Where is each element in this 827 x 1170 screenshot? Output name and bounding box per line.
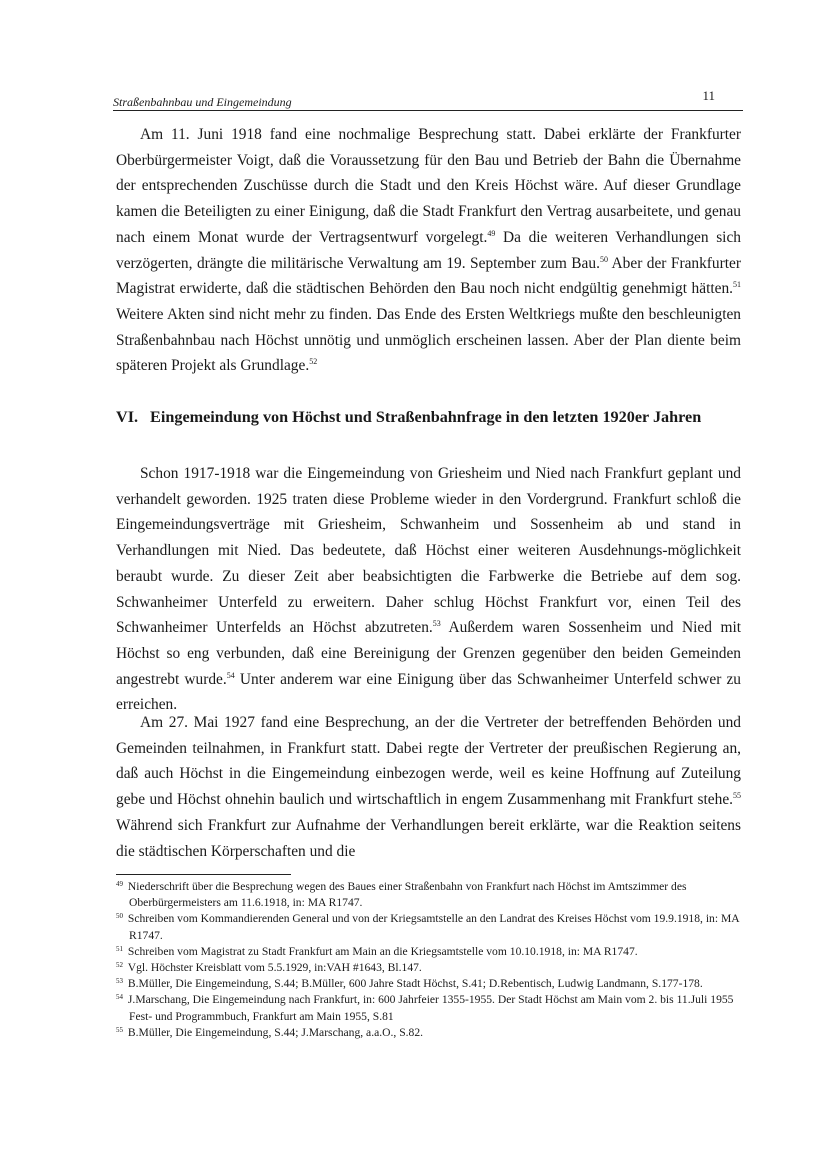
footnote (116, 992, 756, 1024)
footnote-divider (116, 874, 291, 875)
footnote-ref[interactable]: 53 (432, 619, 441, 629)
paragraph-text: Außerdem waren Sossenheim und Nied mit Höchst so eng verbunden, daß eine Bereinigung der Grenzen gegenüber den beiden Gemeinden angestrebt wurde. (116, 619, 741, 688)
footnote-ref[interactable]: 49 (487, 228, 496, 238)
footnote-ref[interactable]: 51 (733, 280, 741, 290)
footnote-number: 54 (116, 993, 123, 1002)
paragraph-2 (116, 461, 741, 718)
paragraph-text: Während sich Frankfurt zur Aufnahme der Verhandlungen bereit erklärte, war die Reaktion seitens die städtischen Körperschaften und die (116, 816, 741, 860)
footnote (116, 1025, 756, 1041)
footnotes (116, 879, 756, 1041)
running-header (113, 90, 743, 111)
footnote-number: 49 (116, 880, 123, 888)
footnote-number: 53 (116, 977, 123, 986)
footnote-ref[interactable]: 52 (309, 357, 318, 367)
page-number: 11 (702, 88, 715, 103)
footnote-text: Niederschrift über die Besprechung wegen des Baues einer Straßenbahn von Frankfurt nach Höchst im Amtszimmer des Oberbürgermeisters am 11.6.1918, in: MA R1747. (127, 880, 687, 910)
footnote (116, 879, 756, 911)
paragraph-text: Weitere Akten sind nicht mehr zu finden. Das Ende des Ersten Weltkriegs mußte den beschleunigten Straßenbahnbau nach Höchst unnötig und unmöglich erscheinen lassen. Aber der Plan diente beim späteren Projekt als Grundlage. (116, 305, 741, 375)
footnote-number: 51 (116, 944, 123, 953)
paragraph-text: Am 27. Mai 1927 fand eine Besprechung, an der die Vertreter der betreffenden Behörden und Gemeinden teilnahmen, in Frankfurt statt. Dabei regte der Vertreter der preußischen Regierung an, daß auch Höchst in die Eingemeindung einbezogen werde, weil es keine Hoffnung auf Zuteilung gebe und Höchst ohnehin baulich und wirtschaftlich in engem Zusammenhang mit Frankfurt stehe. (116, 714, 741, 809)
footnote-number: 55 (116, 1025, 123, 1034)
footnote-ref[interactable]: 55 (733, 791, 741, 801)
paragraph-text: Da die weiteren Verhandlungen sich verzögerten, drängte die militärische Verwaltung am 19. September zum Bau. (116, 228, 741, 272)
footnote-ref[interactable]: 50 (599, 254, 608, 264)
running-title: Straßenbahnbau und Eingemeindung (113, 95, 292, 109)
footnote-text: Vgl. Höchster Kreisblatt vom 5.5.1929, in:VAH #1643, Bl.147. (127, 961, 422, 975)
footnote-text: Schreiben vom Kommandierenden General und von der Kriegsamtstelle an den Landrat des Kreises Höchst vom 19.9.1918, in: MA R1747. (127, 912, 740, 942)
section-number: VI. (116, 408, 139, 426)
paragraph-text: Aber der Frankfurter Magistrat erwiderte, daß die städtischen Behörden den Bau noch nicht endgültig genehmigt hätten. (116, 254, 741, 298)
footnote (116, 960, 756, 976)
paragraph-1 (116, 122, 741, 379)
footnote (116, 944, 756, 960)
section-heading (116, 408, 756, 427)
paragraph-text: Unter anderem war eine Einigung über das Schwanheimer Unterfeld schwer zu erreichen. (116, 670, 741, 714)
footnote (116, 976, 756, 992)
paragraph-text: Am 11. Juni 1918 fand eine nochmalige Besprechung statt. Dabei erklärte der Frankfurter Oberbürgermeister Voigt, daß die Voraussetzung für den Bau und Betrieb der Bahn die Übernahme der entsprechenden Zuschüsse durch die Stadt und den Kreis Höchst wäre. Auf dieser Grundlage kamen die Beteiligten zu einer Einigung, daß die Stadt Frankfurt den Vertrag ausarbeitete, und genau nach einem Monat wurde der Vertragsentwurf vorgelegt. (116, 126, 741, 246)
paragraph-text: Schon 1917-1918 war die Eingemeindung von Griesheim und Nied nach Frankfurt geplant und verhandelt geworden. 1925 traten diese Probleme wieder in den Vordergrund. Frankfurt schloß die Eingemeindungsverträge mit Griesheim, Schwanheim und Sossenheim ab und stand in Verhandlungen mit Nied. Das bedeutete, daß Höchst einer weiteren Ausdehnungs-möglichkeit beraubt wurde. Zu dieser Zeit aber beabsichtigten die Farbwerke die Betriebe auf dem sog. Schwanheimer Unterfeld zu erweitern. Daher schlug Höchst Frankfurt vor, einen Teil des Schwanheimer Unterfelds an Höchst abzutreten. (116, 465, 741, 637)
footnote-text: B.Müller, Die Eingemeindung, S.44; J.Marschang, a.a.O., S.82. (127, 1025, 424, 1039)
footnote (116, 911, 756, 943)
footnote-text: J.Marschang, Die Eingemeindung nach Frankfurt, in: 600 Jahrfeier 1355-1955. Der Stadt Höchst am Main vom 2. bis 11.Juli 1955 Fest- und Programmbuch, Frankfurt am Main 1955, S.81 (127, 993, 734, 1023)
footnote-number: 52 (116, 961, 123, 970)
paragraph-3 (116, 710, 741, 864)
footnote-text: B.Müller, Die Eingemeindung, S.44; B.Müller, 600 Jahre Stadt Höchst, S.41; D.Rebentisch, Ludwig Landmann, S.177-178. (127, 977, 703, 991)
footnote-ref[interactable]: 54 (226, 670, 235, 680)
section-title: Eingemeindung von Höchst und Straßenbahnfrage in den letzten 1920er Jahren (150, 408, 702, 426)
footnote-text: Schreiben vom Magistrat zu Stadt Frankfurt am Main an die Kriegsamtstelle vom 10.10.1918, in: MA R1747. (127, 944, 638, 958)
footnote-number: 50 (116, 912, 123, 921)
